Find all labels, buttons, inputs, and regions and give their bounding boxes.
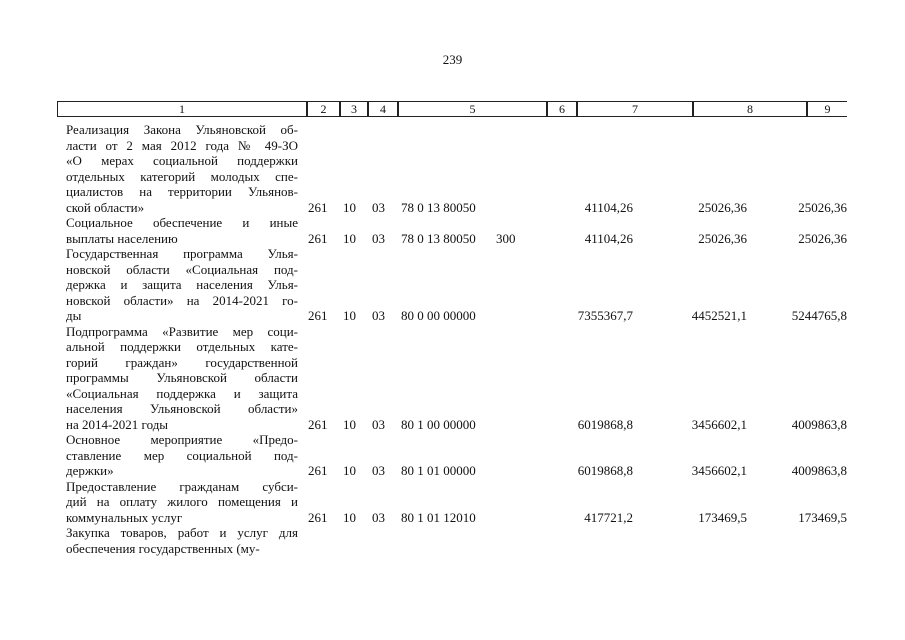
- table-row: [0, 324, 905, 433]
- cell-amount-col-8: 173469,5: [698, 509, 747, 525]
- description-line: Подпрограмма «Развитие мер соци-: [66, 323, 298, 339]
- description-line: Государственная программа Улья-: [66, 246, 298, 261]
- cell-amount-col-7: 417721,2: [584, 509, 633, 525]
- cell-subsection: 03: [372, 416, 385, 432]
- description-line: держки»: [66, 463, 114, 478]
- cell-amount-col-7: 7355367,7: [577, 308, 633, 323]
- cell-description: [66, 122, 298, 215]
- cell-subsection: 03: [372, 199, 385, 215]
- cell-description: [66, 525, 298, 556]
- cell-description: [66, 432, 298, 479]
- cell-target-article: 78 0 13 80050: [401, 199, 476, 215]
- cell-target-article: 80 1 01 12010: [401, 509, 476, 525]
- cell-amount-col-9: 25026,36: [798, 230, 847, 246]
- cell-code: 261: [308, 416, 328, 432]
- cell-description: [66, 324, 298, 433]
- cell-code: 261: [308, 230, 328, 246]
- header-cell-col-1: 1: [57, 101, 307, 117]
- header-cell-col-4: 4: [368, 101, 398, 117]
- description-line: держка и защита населения Улья-: [66, 277, 298, 292]
- description-line: населения Ульяновской области»: [66, 401, 298, 416]
- cell-code: 261: [308, 308, 328, 323]
- table-row: [0, 215, 905, 246]
- cell-amount-col-7: 6019868,8: [577, 416, 633, 432]
- cell-amount-col-8: 3456602,1: [691, 416, 747, 432]
- description-line: циалистов на территории Ульянов-: [66, 184, 298, 199]
- description-line: «О мерах социальной поддержки: [66, 153, 298, 168]
- cell-code: 261: [308, 509, 328, 525]
- header-cell-col-6: 6: [547, 101, 577, 117]
- header-cell-col-5: 5: [398, 101, 547, 117]
- description-line: программы Ульяновской области: [66, 370, 298, 385]
- cell-amount-col-9: 4009863,8: [791, 463, 847, 478]
- description-line: Основное мероприятие «Предо-: [66, 432, 298, 447]
- description-line: новской области «Социальная под-: [66, 261, 298, 277]
- cell-section: 10: [343, 199, 356, 215]
- header-cell-col-9: 9: [807, 101, 847, 117]
- cell-description: [66, 479, 298, 526]
- description-line: ской области»: [66, 199, 145, 215]
- description-line: Закупка товаров, работ и услуг для: [66, 525, 298, 540]
- cell-section: 10: [343, 230, 356, 246]
- header-cell-col-3: 3: [340, 101, 368, 117]
- header-cell-col-7: 7: [577, 101, 693, 117]
- description-line: ды: [66, 308, 82, 323]
- cell-amount-col-9: 4009863,8: [791, 416, 847, 432]
- cell-amount-col-8: 4452521,1: [691, 308, 747, 323]
- cell-target-article: 80 1 01 00000: [401, 463, 476, 478]
- cell-code: 261: [308, 199, 328, 215]
- table-row: [0, 246, 905, 324]
- cell-expense-type: 300: [496, 230, 516, 246]
- cell-amount-col-9: 25026,36: [798, 199, 847, 215]
- cell-amount-col-7: 6019868,8: [577, 463, 633, 478]
- table-row: [0, 479, 905, 526]
- description-line: коммунальных услуг: [66, 509, 183, 525]
- description-line: горий граждан» государственной: [66, 354, 298, 370]
- cell-subsection: 03: [372, 308, 385, 323]
- cell-description: [66, 215, 298, 246]
- description-line: отдельных категорий молодых спе-: [66, 168, 298, 184]
- cell-section: 10: [343, 463, 356, 478]
- cell-section: 10: [343, 308, 356, 323]
- cell-amount-col-7: 41104,26: [584, 199, 633, 215]
- description-line: Социальное обеспечение и иные: [66, 215, 298, 230]
- cell-subsection: 03: [372, 230, 385, 246]
- cell-target-article: 80 0 00 00000: [401, 308, 476, 323]
- description-line: дий на оплату жилого помещения и: [66, 494, 298, 509]
- header-cell-col-8: 8: [693, 101, 807, 117]
- table-row: [0, 525, 905, 556]
- cell-target-article: 80 1 00 00000: [401, 416, 476, 432]
- cell-code: 261: [308, 463, 328, 478]
- description-line: Предоставление гражданам субси-: [66, 478, 298, 494]
- description-line: альной поддержки отдельных кате-: [66, 339, 298, 354]
- description-line: «Социальная поддержка и защита: [66, 385, 298, 401]
- description-line: обеспечения государственных (му-: [66, 540, 260, 556]
- cell-subsection: 03: [372, 463, 385, 478]
- description-line: ставление мер социальной под-: [66, 447, 298, 463]
- cell-amount-col-7: 41104,26: [584, 230, 633, 246]
- cell-amount-col-9: 173469,5: [798, 509, 847, 525]
- description-line: выплаты населению: [66, 230, 178, 246]
- cell-section: 10: [343, 416, 356, 432]
- description-line: Реализация Закона Ульяновской об-: [66, 122, 298, 137]
- table-row: [0, 122, 905, 215]
- cell-section: 10: [343, 509, 356, 525]
- table-row: [0, 432, 905, 479]
- page-number: 239: [442, 52, 463, 67]
- cell-amount-col-8: 25026,36: [698, 199, 747, 215]
- table-body: [0, 122, 905, 556]
- cell-subsection: 03: [372, 509, 385, 525]
- table-header-row: [58, 101, 847, 117]
- header-cell-col-2: 2: [307, 101, 340, 117]
- cell-target-article: 78 0 13 80050: [401, 230, 476, 246]
- cell-amount-col-8: 3456602,1: [691, 463, 747, 478]
- description-line: на 2014-2021 годы: [66, 416, 169, 432]
- description-line: ласти от 2 мая 2012 года № 49-ЗО: [66, 137, 298, 153]
- cell-amount-col-8: 25026,36: [698, 230, 747, 246]
- cell-description: [66, 246, 298, 324]
- description-line: новской области» на 2014-2021 го-: [66, 292, 298, 308]
- cell-amount-col-9: 5244765,8: [791, 308, 847, 323]
